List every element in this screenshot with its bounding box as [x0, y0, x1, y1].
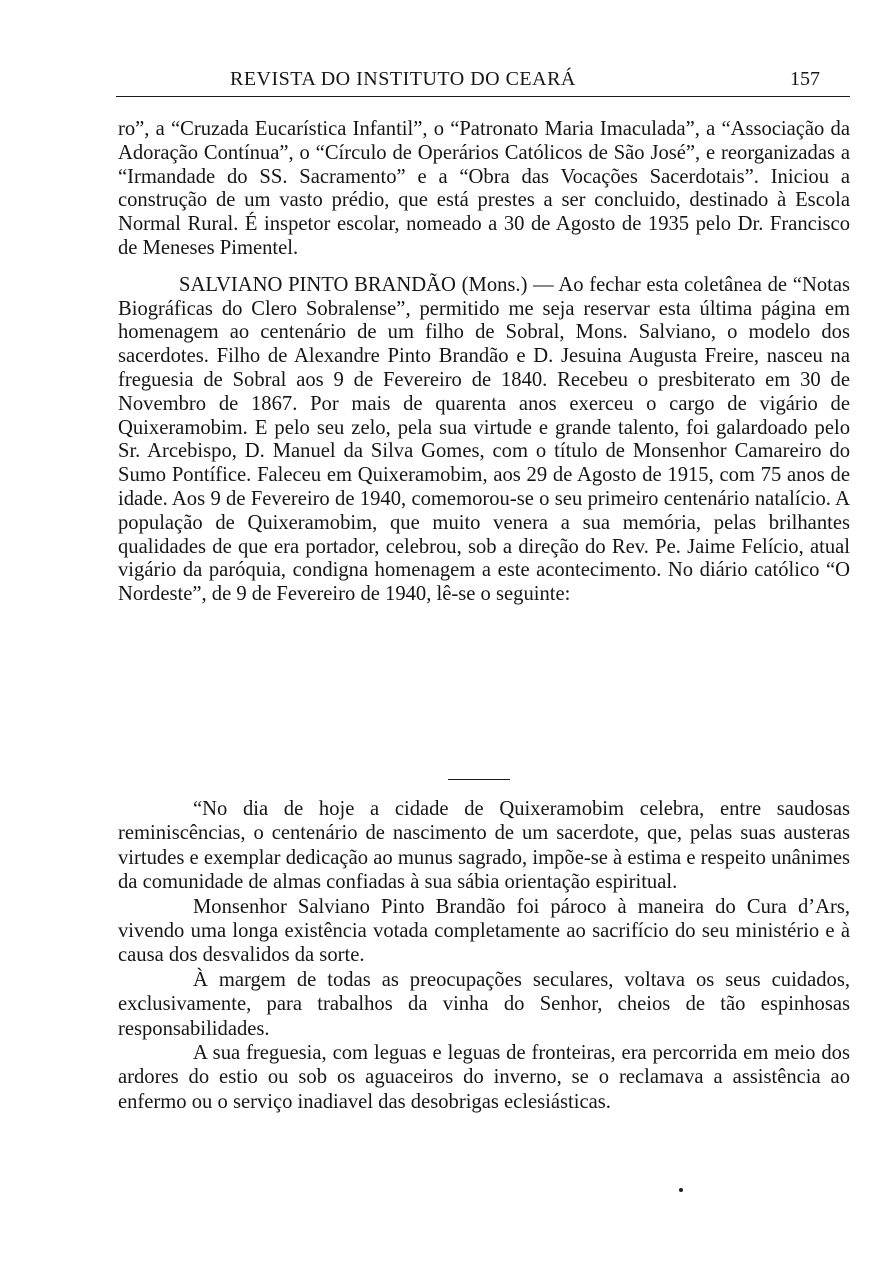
newspaper-quotation — [118, 797, 850, 1114]
running-title: REVISTA DO INSTITUTO DO CEARÁ — [230, 68, 576, 90]
body-paragraph: ro”, a “Cruzada Eucarística Infantil”, o “Patronato Maria Imaculada”, a “Associação da Adoração Contínua”, o “Círculo de Operários Católicos de São José”, e reorganizadas a “Irmandade do SS. Sacramento” e a “Obra das Vocações Sacerdotais”. Iniciou a construção de um vasto prédio, que está prestes a ser concluido, destinado à Escola Normal Rural. É inspetor escolar, nomeado a 30 de Agosto de 1935 pelo Dr. Francisco de Meneses Pimentel. — [118, 118, 850, 259]
print-speck — [679, 1188, 683, 1192]
body-paragraph-salviano: SALVIANO PINTO BRANDÃO (Mons.) — Ao fechar esta coletânea de “Notas Biográficas do Clero Sobralense”, permitido me seja reservar esta última página em homenagem ao centenário de um filho de Sobral, Mons. Salviano, o modelo dos sacerdotes. Filho de Alexandre Pinto Brandão e D. Jesuina Augusta Freire, nasceu na freguesia de Sobral aos 9 de Fevereiro de 1840. Recebeu o presbiterato em 30 de Novembro de 1867. Por mais de quarenta anos exerceu o cargo de vigário de Quixeramobim. E pelo seu zelo, pela sua virtude e grande talento, foi galardoado pelo Sr. Arcebispo, D. Manuel da Silva Gomes, com o título de Monsenhor Camareiro do Sumo Pontífice. Faleceu em Quixeramobim, aos 29 de Agosto de 1915, com 75 anos de idade. Aos 9 de Fevereiro de 1940, comemorou-se o seu primeiro centenário natalício. A população de Quixeramobim, que muito venera a sua memória, pelas brilhantes qualidades de que era portador, celebrou, sob a direção do Rev. Pe. Jaime Felício, atual vigário da paróquia, condigna homenagem a este acontecimento. No diário católico “O Nordeste”, de 9 de Fevereiro de 1940, lê-se o seguinte: — [118, 273, 850, 606]
section-divider — [448, 779, 510, 780]
quote-paragraph: Monsenhor Salviano Pinto Brandão foi pároco à maneira do Cura d’Ars, vivendo uma longa existência votada completamente ao sacrifício do seu ministério e à causa dos desvalidos da sorte. — [118, 895, 850, 967]
quote-paragraph: “No dia de hoje a cidade de Quixeramobim celebra, entre saudosas reminiscências, o centenário de nascimento de um sacerdote, que, pelas suas austeras virtudes e exemplar dedicação ao munus sagrado, impõe-se à estima e respeito unânimes da comunidade de almas confiadas à sua sábia orientação espiritual. — [118, 798, 850, 894]
body-text — [118, 118, 850, 607]
quote-paragraph: À margem de todas as preocupações seculares, voltava os seus cuidados, exclusivamente, para trabalhos da vinha do Senhor, cheios de tão espinhosas responsabilidades. — [118, 968, 850, 1040]
page-number: 157 — [790, 68, 820, 90]
running-header — [116, 66, 850, 97]
quote-paragraph: A sua freguesia, com leguas e leguas de fronteiras, era percorrida em meio dos ardores do estio ou sob os aguaceiros do inverno, se o reclamava a assistência ao enfermo ou o serviço inadiavel das desobrigas eclesiásticas. — [118, 1042, 850, 1113]
